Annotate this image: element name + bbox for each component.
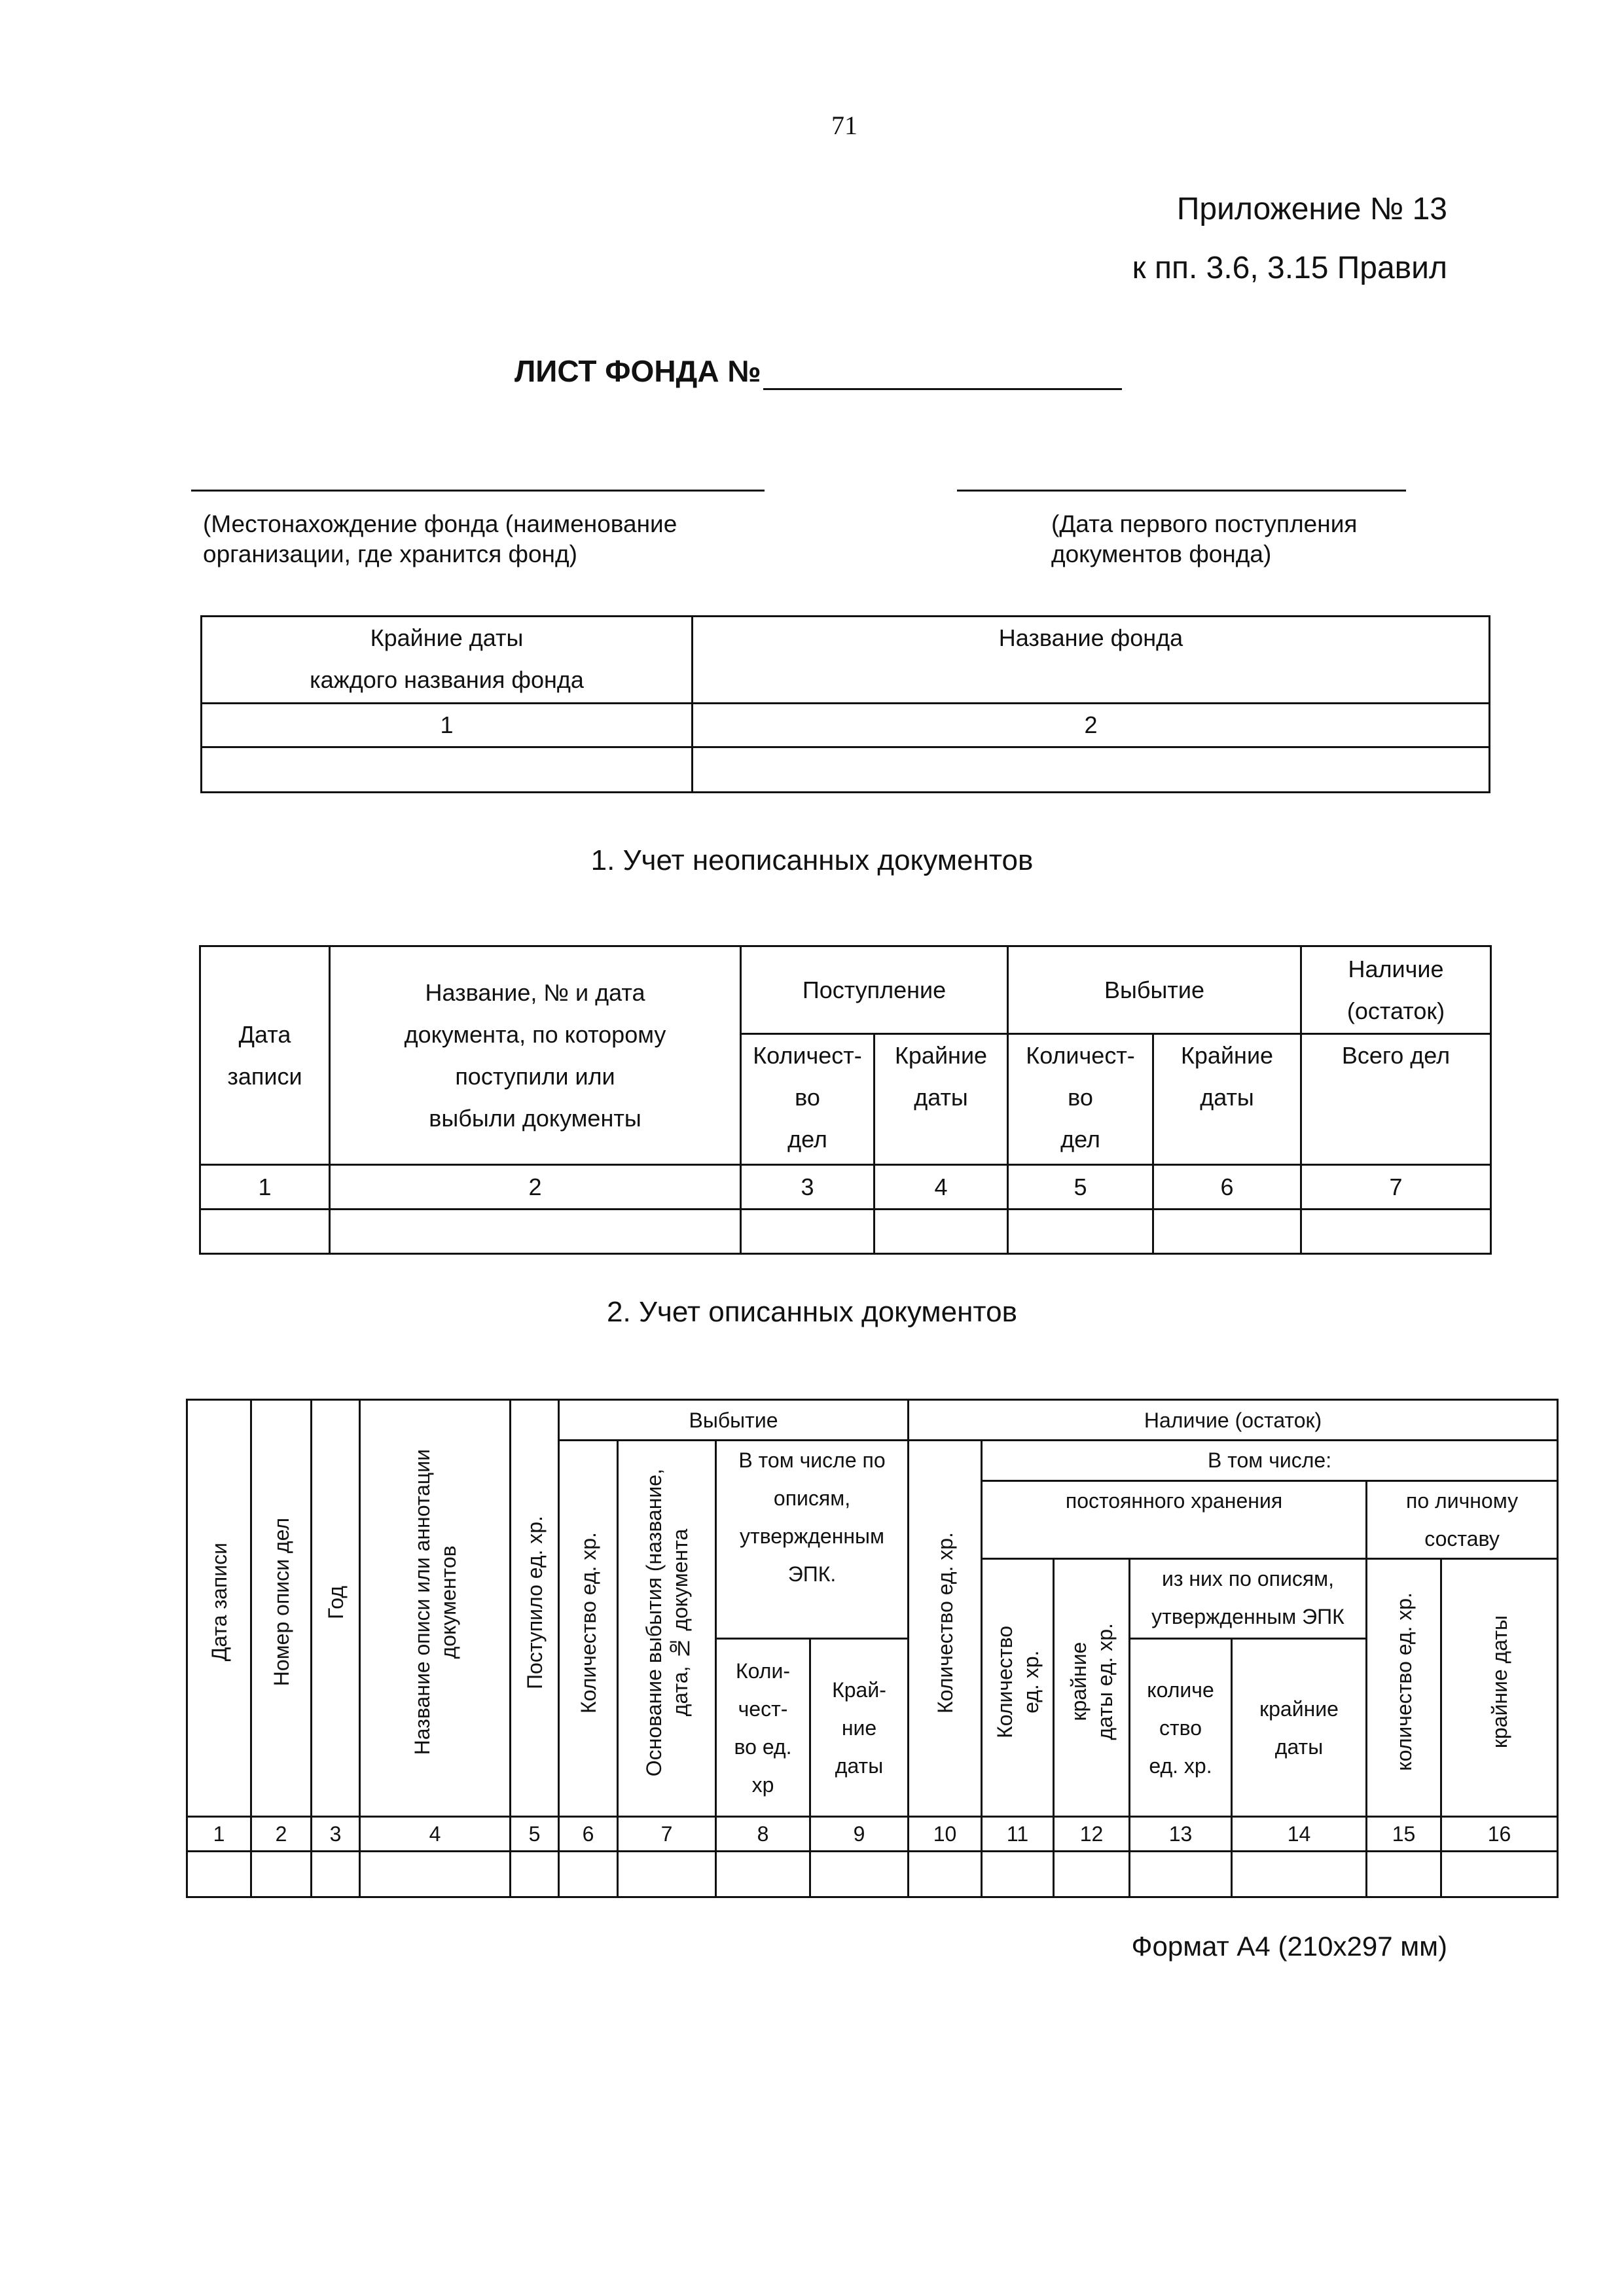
table-cell[interactable]	[810, 1852, 909, 1897]
column-number: 7	[1301, 1165, 1491, 1210]
table-cell[interactable]	[312, 1852, 360, 1897]
table-cell[interactable]	[1441, 1852, 1558, 1897]
document-header: Название, № и дата документа, по которому поступили или выбыли документы	[330, 946, 741, 1165]
column-number: 2	[330, 1165, 741, 1210]
column-number: 12	[1054, 1817, 1130, 1852]
permanent-storage-header: постоянного хранения	[982, 1481, 1367, 1559]
column-number: 2	[693, 704, 1490, 747]
described-documents-table	[186, 1399, 1559, 1898]
table-cell[interactable]	[1232, 1852, 1367, 1897]
entry-date-header: Дата записи	[200, 946, 330, 1165]
table-cell[interactable]	[875, 1210, 1008, 1254]
sheet-title: ЛИСТ ФОНДА №	[514, 354, 761, 388]
column-number: 10	[909, 1817, 982, 1852]
table-cell[interactable]	[909, 1852, 982, 1897]
table-cell[interactable]	[360, 1852, 511, 1897]
format-note: Формат А4 (210х297 мм)	[1131, 1931, 1447, 1962]
personnel-count-header: количество ед. хр.	[1367, 1559, 1441, 1817]
column-number: 16	[1441, 1817, 1558, 1852]
table-cell[interactable]	[511, 1852, 559, 1897]
table-cell[interactable]	[251, 1852, 312, 1897]
epk-dates-header: Край- ние даты	[810, 1639, 909, 1817]
column-number: 4	[875, 1165, 1008, 1210]
table-cell[interactable]	[200, 1210, 330, 1254]
total-files-header: Всего дел	[1301, 1034, 1491, 1165]
table-cell[interactable]	[618, 1852, 716, 1897]
disposed-header: Выбытие	[1008, 946, 1301, 1034]
table-cell[interactable]	[741, 1210, 875, 1254]
fund-names-table	[200, 615, 1490, 793]
column-number: 8	[716, 1817, 810, 1852]
epk-units-count-header: количе ство ед. хр.	[1130, 1639, 1232, 1817]
appendix-reference: к пп. 3.6, 3.15 Правил	[1132, 251, 1447, 285]
column-number: 5	[511, 1817, 559, 1852]
column-number: 3	[312, 1817, 360, 1852]
page-number: 71	[831, 111, 857, 140]
disposed-header: Выбытие	[559, 1400, 909, 1441]
inventory-title-header: Название описи или аннотации документов	[360, 1400, 511, 1817]
table-cell[interactable]	[202, 747, 693, 793]
column-number: 1	[202, 704, 693, 747]
received-count-header: Количест- во дел	[741, 1034, 875, 1165]
table-cell[interactable]	[1008, 1210, 1153, 1254]
including-header: В том числе:	[982, 1441, 1558, 1481]
table-cell[interactable]	[330, 1210, 741, 1254]
epk-inventories-header: В том числе по описям, утвержденным ЭПК.	[716, 1441, 909, 1639]
year-header: Год	[312, 1400, 360, 1817]
table-cell[interactable]	[693, 747, 1490, 793]
epk-units-dates-header: крайние даты	[1232, 1639, 1367, 1817]
column-number: 14	[1232, 1817, 1367, 1852]
available-header: Наличие (остаток)	[1301, 946, 1491, 1034]
column-number: 3	[741, 1165, 875, 1210]
table-cell[interactable]	[187, 1852, 251, 1897]
column-number: 9	[810, 1817, 909, 1852]
appendix-number: Приложение № 13	[1176, 192, 1447, 226]
column-number: 1	[200, 1165, 330, 1210]
available-header: Наличие (остаток)	[909, 1400, 1558, 1441]
column-number: 2	[251, 1817, 312, 1852]
table-cell[interactable]	[1130, 1852, 1232, 1897]
disposed-count-header: Количест- во дел	[1008, 1034, 1153, 1165]
fund-name-header: Название фонда	[693, 617, 1490, 704]
first-receipt-line[interactable]	[957, 490, 1406, 492]
inventory-number-header: Номер описи дел	[251, 1400, 312, 1817]
column-number: 6	[1153, 1165, 1301, 1210]
disposed-count-header: Количество ед. хр.	[559, 1441, 618, 1817]
permanent-count-header: Количество ед. хр.	[982, 1559, 1054, 1817]
section-1-title: 1. Учет неописанных документов	[590, 844, 1034, 876]
available-count-header: Количество ед. хр.	[909, 1441, 982, 1817]
epk-count-header: Коли- чест- во ед. хр	[716, 1639, 810, 1817]
personnel-header: по личному составу	[1367, 1481, 1558, 1559]
table-cell[interactable]	[1054, 1852, 1130, 1897]
column-number: 7	[618, 1817, 716, 1852]
column-number: 4	[360, 1817, 511, 1852]
column-number: 6	[559, 1817, 618, 1852]
table-cell[interactable]	[1301, 1210, 1491, 1254]
permanent-dates-header: крайние даты ед. хр.	[1054, 1559, 1130, 1817]
undescribed-documents-table	[199, 945, 1492, 1255]
received-header: Поступление	[741, 946, 1008, 1034]
column-number: 1	[187, 1817, 251, 1852]
disposed-basis-header: Основание выбытия (название, дата, № документа	[618, 1441, 716, 1817]
column-number: 13	[1130, 1817, 1232, 1852]
table-cell[interactable]	[982, 1852, 1054, 1897]
personnel-dates-header: крайние даты	[1441, 1559, 1558, 1817]
column-number: 5	[1008, 1165, 1153, 1210]
location-line[interactable]	[191, 490, 765, 492]
first-receipt-caption: (Дата первого поступления документов фонда)	[1051, 511, 1358, 567]
received-units-header: Поступило ед. хр.	[511, 1400, 559, 1817]
table-cell[interactable]	[716, 1852, 810, 1897]
table-cell[interactable]	[559, 1852, 618, 1897]
location-caption: (Местонахождение фонда (наименование организации, где хранится фонд)	[203, 511, 677, 567]
epk-subset-header: из них по описям, утвержденным ЭПК	[1130, 1559, 1367, 1639]
extreme-dates-header: Крайние даты каждого названия фонда	[202, 617, 693, 704]
disposed-dates-header: Крайние даты	[1153, 1034, 1301, 1165]
column-number: 15	[1367, 1817, 1441, 1852]
table-cell[interactable]	[1153, 1210, 1301, 1254]
entry-date-header: Дата записи	[187, 1400, 251, 1817]
received-dates-header: Крайние даты	[875, 1034, 1008, 1165]
table-cell[interactable]	[1367, 1852, 1441, 1897]
section-2-title: 2. Учет описанных документов	[607, 1296, 1017, 1328]
fund-number-line[interactable]	[763, 388, 1122, 390]
column-number: 11	[982, 1817, 1054, 1852]
